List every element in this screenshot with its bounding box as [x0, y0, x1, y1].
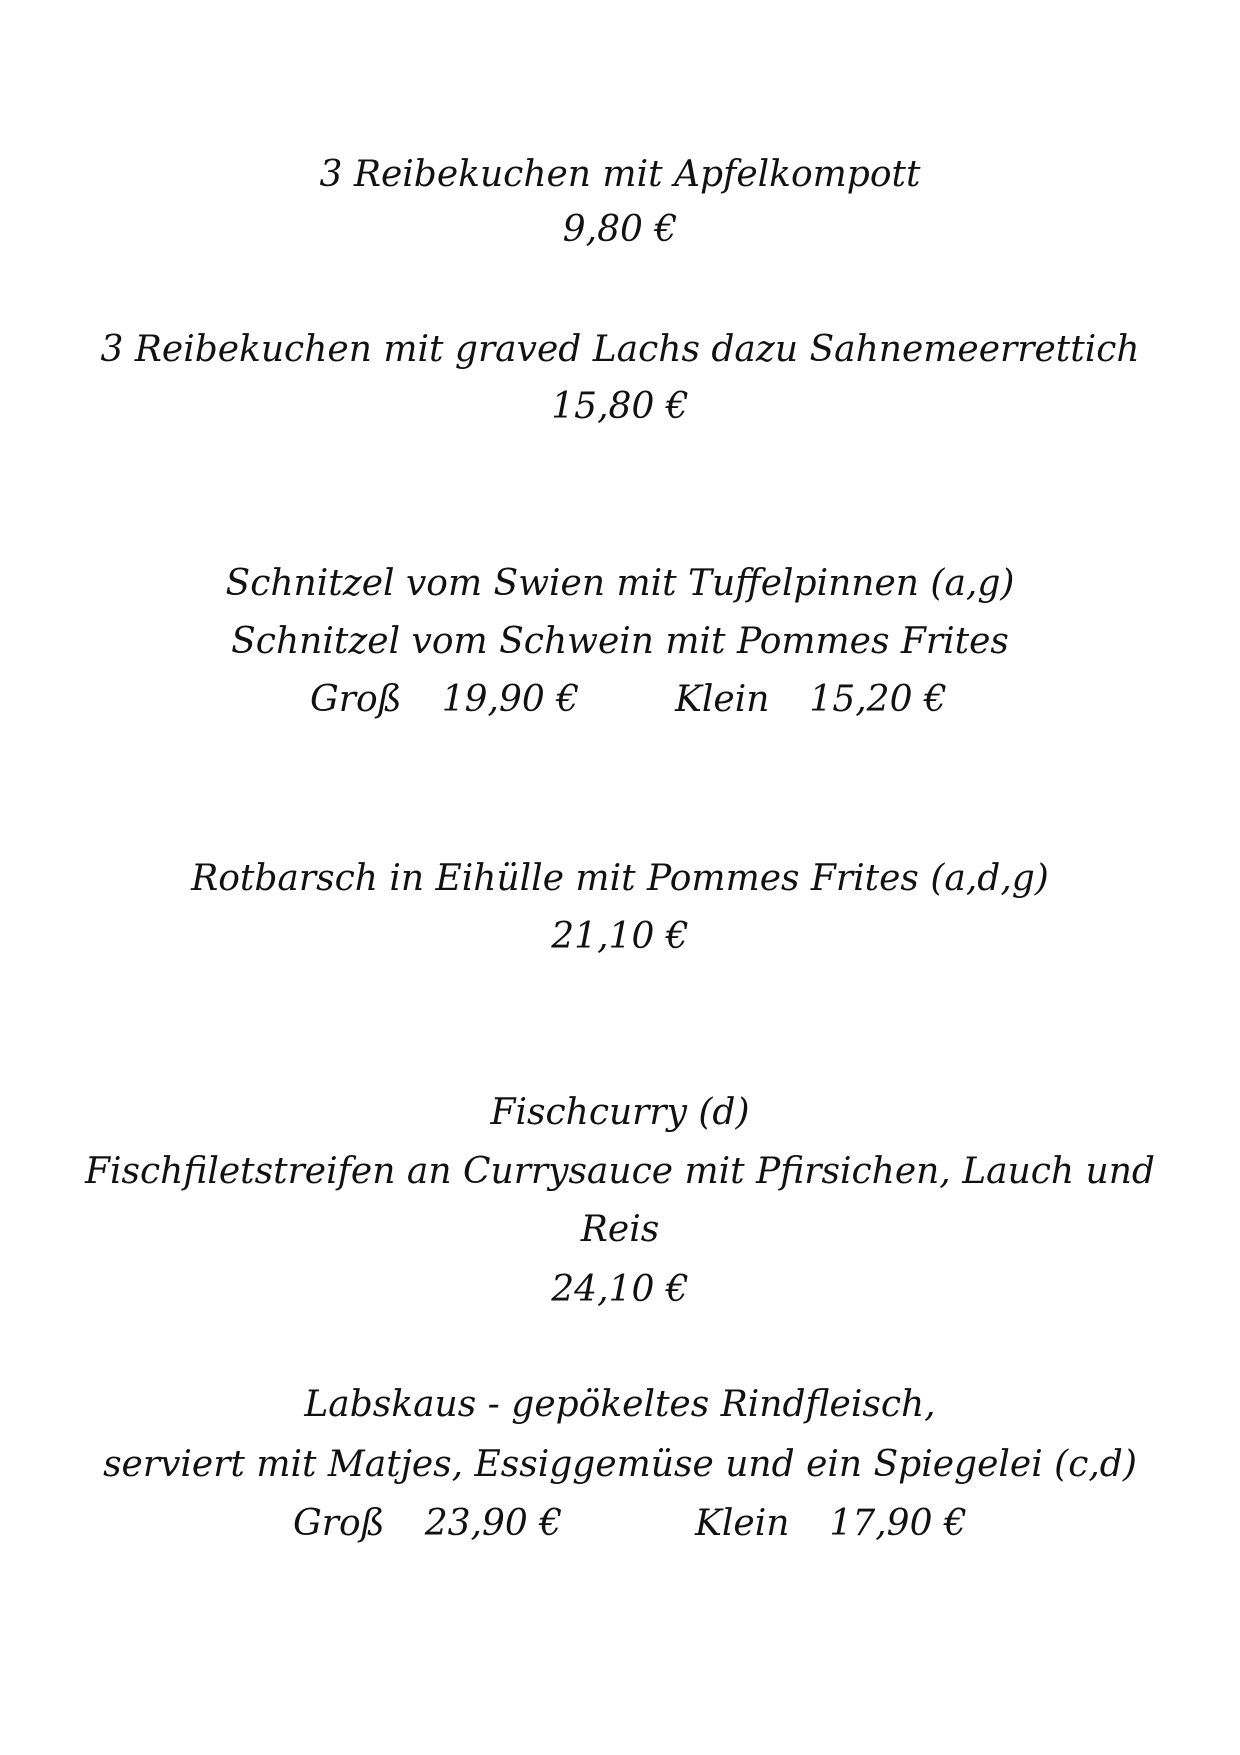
item-description: serviert mit Matjes, Essiggemüse und ein Spiegelei (c,d)	[103, 1444, 1137, 1485]
item-name: Rotbarsch in Eihülle mit Pommes Frites (a,d,g)	[191, 858, 1049, 899]
size-small-price: 17,90 €	[829, 1503, 967, 1544]
item-name: Labskaus - gepökeltes Rindfleisch,	[304, 1384, 936, 1425]
size-small-price: 15,20 €	[809, 679, 947, 720]
item-price: 24,10 €	[551, 1269, 689, 1310]
item-name: 3 Reibekuchen mit Apfelkompott	[319, 154, 921, 195]
item-price: 21,10 €	[551, 916, 689, 957]
item-name: Fischcurry (d)	[490, 1092, 750, 1133]
size-small-label: Klein	[675, 679, 770, 720]
size-small	[695, 1502, 967, 1546]
size-small-label: Klein	[695, 1503, 790, 1544]
size-large	[293, 1502, 562, 1546]
size-large-label: Groß	[293, 1503, 385, 1544]
item-price: 15,80 €	[551, 386, 689, 427]
size-large	[310, 678, 579, 722]
item-name-dialect: Schnitzel vom Swien mit Tuffelpinnen (a,g)	[225, 563, 1015, 604]
size-large-price: 23,90 €	[424, 1503, 563, 1544]
item-description: Fischfiletstreifen an Currysauce mit Pfirsichen, Lauch und	[85, 1151, 1155, 1192]
item-price: 9,80 €	[562, 209, 678, 250]
size-small	[675, 678, 947, 722]
item-name-standard: Schnitzel vom Schwein mit Pommes Frites	[231, 621, 1009, 662]
item-name: 3 Reibekuchen mit graved Lachs dazu Sahnemeerrettich	[100, 329, 1140, 370]
size-large-label: Groß	[310, 679, 402, 720]
size-large-price: 19,90 €	[441, 679, 580, 720]
item-description: Reis	[580, 1209, 660, 1250]
